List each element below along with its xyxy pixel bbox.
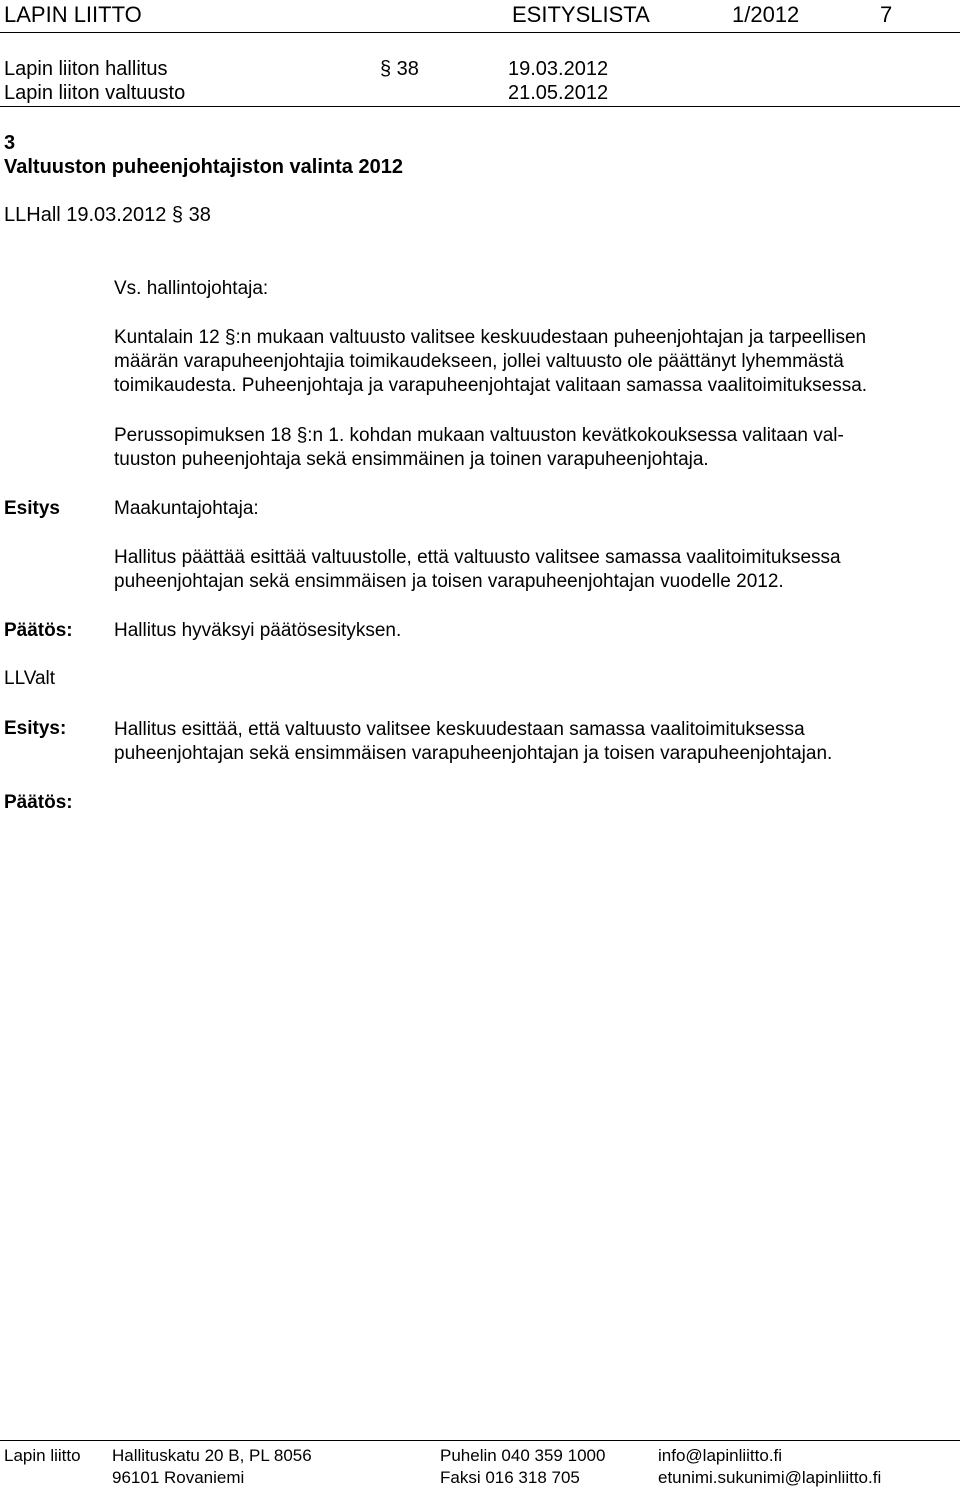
esitys-by: Maakuntajohtaja: xyxy=(114,498,259,519)
preparer-label: Vs. hallintojohtaja: xyxy=(114,278,269,299)
footer-email[interactable]: info@lapinliitto.fi xyxy=(658,1446,783,1465)
meta-body-2: Lapin liiton valtuusto xyxy=(4,82,186,104)
org-name: LAPIN LIITTO xyxy=(4,2,142,27)
paatos2-label: Päätös: xyxy=(4,792,73,813)
header-rule xyxy=(0,32,960,33)
meta-date-2: 21.05.2012 xyxy=(508,82,609,104)
paragraph-1-line: määrän varapuheenjohtajia toimikaudekseen, jollei valtuusto ole päättänyt lyhemmästä xyxy=(114,351,844,372)
page-number: 7 xyxy=(880,2,893,27)
footer-org-name: Lapin liitto xyxy=(4,1446,81,1465)
esitys-text xyxy=(114,546,841,594)
esitys2-label: Esitys: xyxy=(4,718,67,739)
item-number: 3 xyxy=(4,132,16,154)
meta-section-1: § 38 xyxy=(380,58,419,80)
esitys2-text-line: Hallitus esittää, että valtuusto valitsee keskuudestaan samassa vaalitoimituksessa xyxy=(114,719,805,740)
meta-rule xyxy=(0,106,960,107)
meta-body-1: Lapin liiton hallitus xyxy=(4,58,168,80)
esitys2-text-line: puheenjohtajan sekä ensimmäisen varapuheenjohtajan ja toisen varapuheenjohtajan. xyxy=(114,743,833,764)
issue-number: 1/2012 xyxy=(732,2,800,27)
paatos-label: Päätös: xyxy=(4,620,73,641)
item-reference: LLHall 19.03.2012 § 38 xyxy=(4,204,211,226)
paragraph-1 xyxy=(114,326,867,398)
footer-street: Hallituskatu 20 B, PL 8056 xyxy=(112,1446,312,1465)
paragraph-1-line: Kuntalain 12 §:n mukaan valtuusto valitsee keskuudestaan puheenjohtajan ja tarpeellisen xyxy=(114,327,867,348)
paragraph-2-line: Perussopimuksen 18 §:n 1. kohdan mukaan valtuuston kevätkokouksessa valitaan val- xyxy=(114,425,844,446)
esitys-label: Esitys xyxy=(4,498,60,519)
footer-fax: Faksi 016 318 705 xyxy=(440,1468,580,1487)
meta-date-1: 19.03.2012 xyxy=(508,58,609,80)
paragraph-2 xyxy=(114,424,844,472)
paragraph-1-line: toimikaudesta. Puheenjohtaja ja varapuheenjohtajat valitaan samassa vaalitoimituksessa. xyxy=(114,375,868,396)
esitys-text-line: Hallitus päättää esittää valtuustolle, että valtuusto valitsee samassa vaalitoimituksessa xyxy=(114,547,841,568)
llvalt-label: LLValt xyxy=(4,668,56,689)
paatos-text: Hallitus hyväksyi päätösesityksen. xyxy=(114,620,402,641)
footer-rule xyxy=(0,1440,960,1441)
footer-postal: 96101 Rovaniemi xyxy=(112,1468,245,1487)
footer-email-pattern: etunimi.sukunimi@lapinliitto.fi xyxy=(658,1468,882,1487)
doc-type: ESITYSLISTA xyxy=(512,2,650,27)
footer-phone: Puhelin 040 359 1000 xyxy=(440,1446,606,1465)
paragraph-2-line: tuuston puheenjohtaja sekä ensimmäinen ja toinen varapuheenjohtaja. xyxy=(114,449,709,470)
item-title: Valtuuston puheenjohtajiston valinta 2012 xyxy=(4,156,403,178)
esitys2-text xyxy=(114,718,832,766)
esitys-text-line: puheenjohtajan sekä ensimmäisen ja toisen varapuheenjohtajan vuodelle 2012. xyxy=(114,571,784,592)
